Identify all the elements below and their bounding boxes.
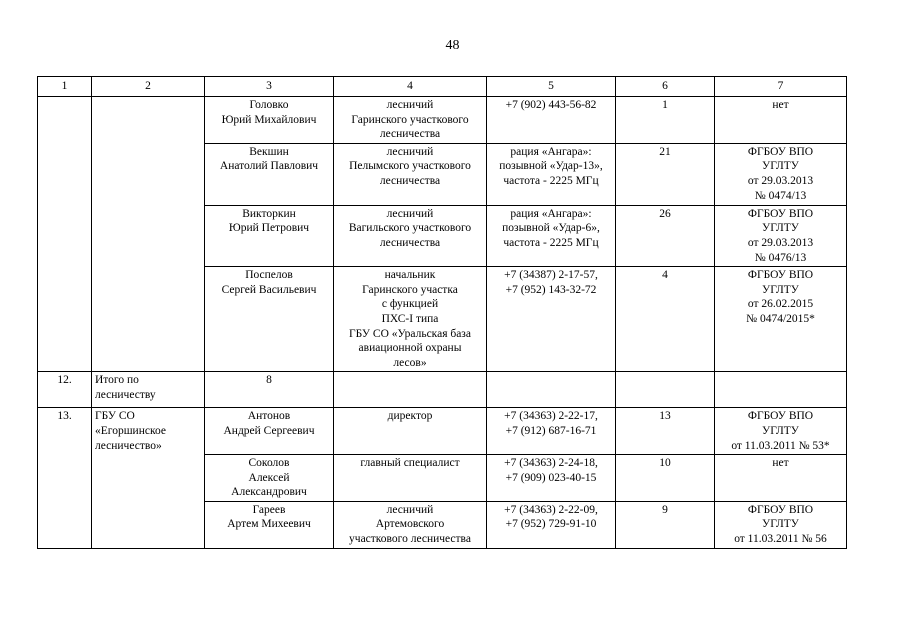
empty-cell: [334, 372, 487, 408]
certificate: ФГБОУ ВПО УГЛТУ от 11.03.2011 № 56: [715, 501, 847, 548]
empty-cell: [487, 372, 616, 408]
position: лесничий Гаринского участкового лесничества: [334, 97, 487, 144]
organization-name: ГБУ СО «Егоршинское лесничество»: [92, 408, 205, 548]
table-row: [38, 97, 847, 144]
header-cell: 6: [616, 77, 715, 97]
count: 9: [616, 501, 715, 548]
person-name: Поспелов Сергей Васильевич: [205, 267, 334, 372]
certificate: нет: [715, 97, 847, 144]
person-name: Соколов Алексей Александрович: [205, 455, 334, 502]
header-cell: 2: [92, 77, 205, 97]
contact: +7 (34363) 2-22-09, +7 (952) 729-91-10: [487, 501, 616, 548]
contact: +7 (34387) 2-17-57, +7 (952) 143-32-72: [487, 267, 616, 372]
position: лесничий Артемовского участкового лесничества: [334, 501, 487, 548]
empty-cell: [38, 97, 92, 372]
data-table: [37, 76, 847, 549]
position: лесничий Вагильского участкового лесничества: [334, 205, 487, 266]
person-name: Головко Юрий Михайлович: [205, 97, 334, 144]
empty-cell: [616, 372, 715, 408]
page-number: 48: [445, 38, 460, 53]
empty-cell: [92, 97, 205, 372]
total-label: Итого по лесничеству: [92, 372, 205, 408]
certificate: ФГБОУ ВПО УГЛТУ от 26.02.2015 № 0474/2015*: [715, 267, 847, 372]
person-name: Викторкин Юрий Петрович: [205, 205, 334, 266]
total-row: [38, 372, 847, 408]
count: 13: [616, 408, 715, 455]
count: 1: [616, 97, 715, 144]
person-name: Гареев Артем Михеевич: [205, 501, 334, 548]
position: лесничий Пелымского участкового лесничества: [334, 143, 487, 205]
total-value: 8: [205, 372, 334, 408]
table-row: [38, 408, 847, 455]
header-cell: 4: [334, 77, 487, 97]
position: главный специалист: [334, 455, 487, 502]
row-number: 13.: [38, 408, 92, 548]
count: 26: [616, 205, 715, 266]
person-name: Антонов Андрей Сергеевич: [205, 408, 334, 455]
count: 21: [616, 143, 715, 205]
contact: +7 (34363) 2-24-18, +7 (909) 023-40-15: [487, 455, 616, 502]
empty-cell: [715, 372, 847, 408]
position: начальник Гаринского участка с функцией ПХС-I типа ГБУ СО «Уральская база авиационной охраны лесов»: [334, 267, 487, 372]
header-cell: 5: [487, 77, 616, 97]
header-cell: 7: [715, 77, 847, 97]
person-name: Векшин Анатолий Павлович: [205, 143, 334, 205]
certificate: ФГБОУ ВПО УГЛТУ от 29.03.2013 № 0476/13: [715, 205, 847, 266]
count: 4: [616, 267, 715, 372]
contact: рация «Ангара»: позывной «Удар-6», частота - 2225 МГц: [487, 205, 616, 266]
position: директор: [334, 408, 487, 455]
header-cell: 3: [205, 77, 334, 97]
row-number: 12.: [38, 372, 92, 408]
table-header-row: [38, 77, 847, 97]
count: 10: [616, 455, 715, 502]
certificate: ФГБОУ ВПО УГЛТУ от 29.03.2013 № 0474/13: [715, 143, 847, 205]
contact: +7 (34363) 2-22-17, +7 (912) 687-16-71: [487, 408, 616, 455]
contact: +7 (902) 443-56-82: [487, 97, 616, 144]
contact: рация «Ангара»: позывной «Удар-13», частота - 2225 МГц: [487, 143, 616, 205]
header-cell: 1: [38, 77, 92, 97]
certificate: нет: [715, 455, 847, 502]
certificate: ФГБОУ ВПО УГЛТУ от 11.03.2011 № 53*: [715, 408, 847, 455]
